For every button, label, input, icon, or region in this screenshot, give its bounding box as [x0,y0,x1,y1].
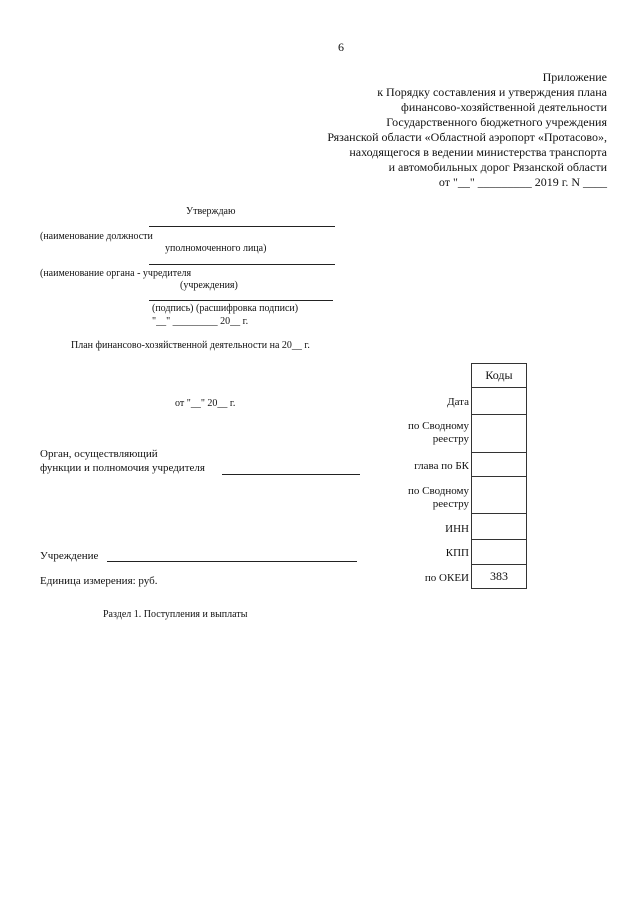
organ-line [149,264,335,265]
approval-title: Утверждаю [186,206,236,217]
codes-cell-bk [472,453,527,477]
signature-line [149,300,333,301]
appendix-line: и автомобильных дорог Рязанской области [388,160,607,174]
appendix-date-line: от "__" _________ 2019 г. N ____ [438,175,607,189]
organ-label-1: Орган, осуществляющий [40,448,158,460]
institution-fill-line [107,561,357,562]
organ-label-2: (учреждения) [180,280,238,291]
appendix-line: находящегося в ведении министерства транспорта [349,145,607,159]
appendix-line: Государственного бюджетного учреждения [386,115,607,129]
codes-row-label: по Сводному реестру [407,485,469,510]
unit-label: Единица измерения: руб. [40,575,158,587]
approval-date: "__" _________ 20__ г. [152,316,249,327]
appendix-line: к Порядку составления и утверждения плана [377,85,607,99]
appendix-line: финансово-хозяйственной деятельности [401,100,607,114]
appendix-title: Приложение [542,70,607,84]
institution-label: Учреждение [40,550,99,562]
codes-table [471,363,527,589]
plan-date: от "__" 20__ г. [175,398,236,409]
appendix-line: Рязанской области «Областной аэропорт «Протасово», [327,130,607,144]
page-number: 6 [338,40,344,54]
codes-cell-registry [472,415,527,453]
organ-label-2: функции и полномочия учредителя [40,462,205,474]
codes-cell-registry-2 [472,477,527,514]
codes-row-label: по Сводному реестру [407,420,469,445]
organ-label-1: (наименование органа - учредителя [40,268,192,279]
signature-label: (подпись) (расшифровка подписи) [152,303,299,314]
position-label-1: (наименование должности [40,231,153,242]
codes-cell-date [472,388,527,415]
codes-header: Коды [472,364,527,388]
codes-row-label: глава по БК [414,460,469,472]
organ-fill-line [222,474,360,475]
codes-row-label: Дата [447,396,469,408]
position-line [149,226,335,227]
codes-row-label: по ОКЕИ [424,572,469,584]
codes-row-label: КПП [445,547,469,559]
plan-title: План финансово-хозяйственной деятельности на 20__ г. [71,340,310,351]
codes-row-label: ИНН [445,523,469,535]
section-title: Раздел 1. Поступления и выплаты [103,609,248,620]
codes-cell-inn [472,514,527,540]
position-label-2: уполномоченного лица) [165,243,267,254]
codes-cell-kpp [472,540,527,565]
codes-cell-okei: 383 [472,565,527,589]
